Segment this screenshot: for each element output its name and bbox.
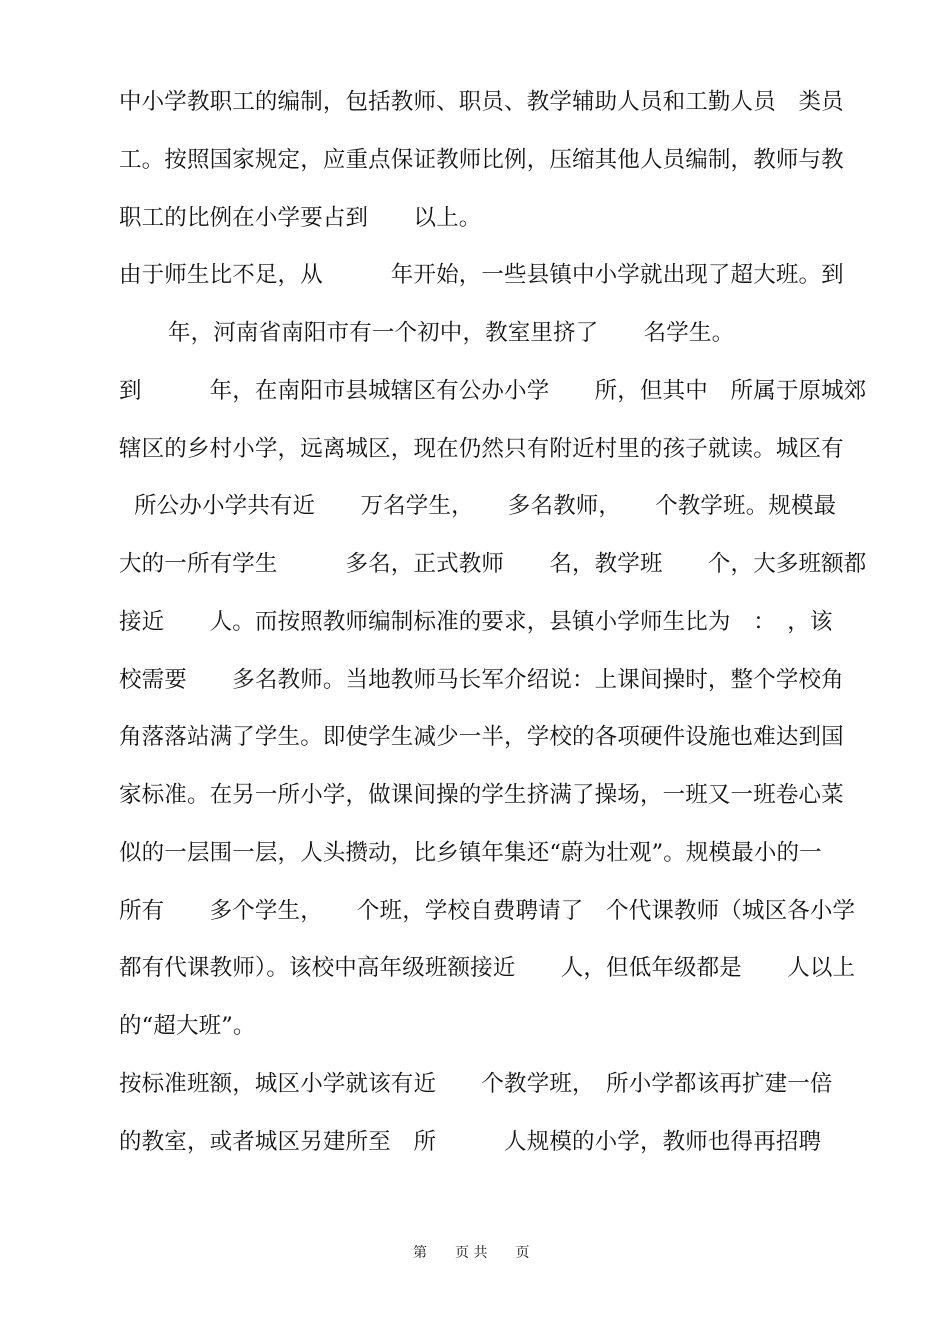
text-line-18: 按标准班额，城区小学就该有近 个教学班， 所小学都该再扩建一倍 [119, 1071, 833, 1097]
text-line-15: 所有 多个学生， 个班，学校自费聘请了 个代课教师（城区各小学 [119, 898, 856, 924]
text-line-16: 都有代课教师）。该校中高年级班额接近 人，但低年级都是 人以上 [119, 955, 856, 981]
text-line-12: 角落落站满了学生。即使学生减少一半，学校的各项硬件设施也难达到国 [119, 724, 844, 750]
text-line-14: 似的一层围一层，人头攒动，比乡镇年集还“蔚为壮观”。规模最小的一 [119, 840, 822, 866]
text-line-11: 校需要 多名教师。当地教师马长军介绍说：上课间操时，整个学校角 [119, 667, 844, 693]
text-line-3: 职工的比例在小学要占到 以上。 [119, 205, 482, 231]
text-line-4: 由于师生比不足，从 年开始，一些县镇中小学就出现了超大班。到 [119, 262, 844, 288]
text-line-10: 接近 人。而按照教师编制标准的要求，县镇小学师生比为 ： ，该 [119, 609, 833, 635]
text-line-1: 中小学教职工的编制，包括教师、职员、教学辅助人员和工勤人员 类员 [119, 89, 844, 115]
text-line-17: 的“超大班”。 [119, 1013, 256, 1039]
text-line-6: 到 年，在南阳市县城辖区有公办小学 所，但其中 所属于原城郊 [119, 378, 867, 404]
text-line-2: 工。按照国家规定，应重点保证教师比例，压缩其他人员编制，教师与教 [119, 147, 844, 173]
page-footer: 第 页 共 页 [413, 1245, 530, 1261]
text-line-5: 年，河南省南阳市有一个初中，教室里挤了 名学生。 [168, 320, 735, 346]
text-line-7: 辖区的乡村小学，远离城区，现在仍然只有附近村里的孩子就读。城区有 [119, 436, 844, 462]
text-line-19: 的教室，或者城区另建所至 所 人规模的小学，教师也得再招聘 [119, 1129, 822, 1155]
text-line-8: 所公办小学共有近 万名学生， 多名教师， 个教学班。规模最 [134, 493, 837, 519]
text-line-9: 大的一所有学生 多名，正式教师 名，教学班 个，大多班额都 [119, 551, 867, 577]
text-line-13: 家标准。在另一所小学，做课间操的学生挤满了操场，一班又一班卷心菜 [119, 782, 844, 808]
